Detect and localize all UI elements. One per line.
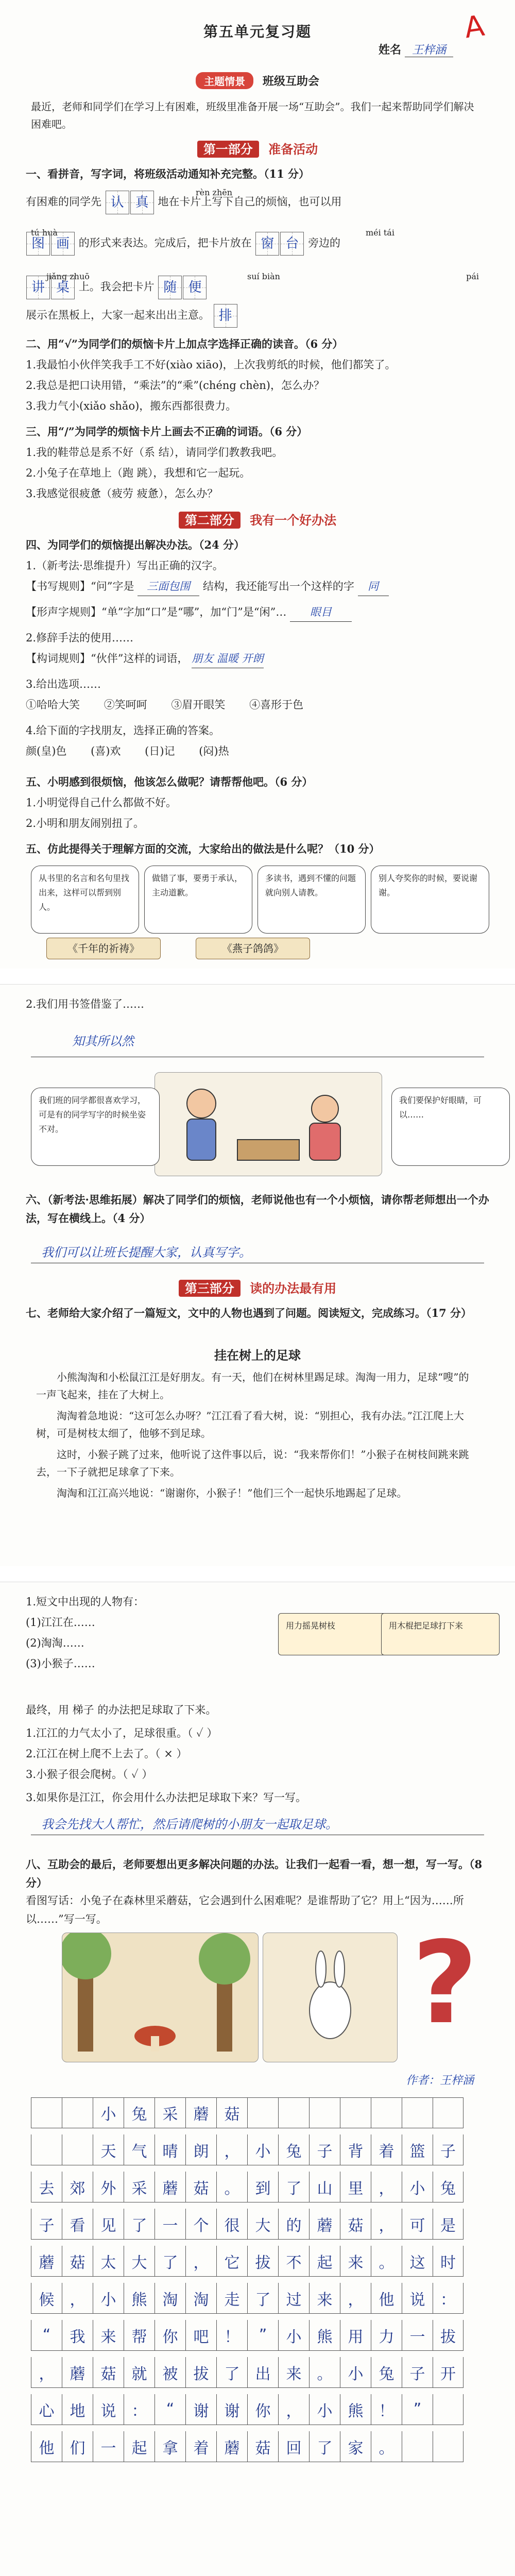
worksheet-page-1 — [0, 0, 515, 969]
grid-cell[interactable]: 一 — [93, 2431, 124, 2462]
grid-cell[interactable]: ， — [278, 2394, 309, 2425]
grid-cell[interactable]: 他 — [371, 2283, 402, 2314]
grid-cell[interactable]: 他 — [31, 2431, 62, 2462]
pair: 颜(皇)色 — [26, 745, 67, 757]
q1-line3-mid: 上。我会把卡片 — [78, 280, 154, 293]
q2-line: 3.我力气小(xiǎo shǎo)，搬东西都很费力。 — [26, 400, 237, 412]
grid-cell[interactable] — [62, 2134, 93, 2165]
student-name-area — [379, 41, 453, 57]
grid-cell[interactable]: 蘑 — [62, 2357, 93, 2388]
grid-cell[interactable]: 蘑 — [185, 2097, 216, 2128]
q6-answer-line: 2.我们用书签借鉴了…… — [26, 998, 145, 1010]
q1-title: 一、看拼音，写字词，将班级活动通知补充完整。（11 分） — [26, 167, 310, 180]
story-para: 这时，小猴子跳了过来，他听说了这件事以后，说：“我来帮你们！”小猴子在树枝间跳来跳去，一下子就把足球拿了下来。 — [36, 1448, 469, 1478]
grid-cell[interactable]: 。 — [371, 2431, 402, 2462]
grid-cell[interactable]: 菇 — [185, 2172, 216, 2202]
grid-cell[interactable]: 来 — [278, 2357, 309, 2388]
q4-sub2: 2.修辞手法的使用…… — [26, 632, 134, 644]
grid-cell[interactable] — [309, 2097, 340, 2128]
q4-sub4: 4.给下面的字找朋友，选择正确的答案。 — [26, 724, 220, 737]
part3-title: 读的办法最有用 — [250, 1281, 337, 1296]
grid-cell[interactable]: 子 — [309, 2134, 340, 2165]
essay-author: 作者：王梓涵 — [405, 2074, 474, 2087]
page-title: 第五单元复习题 — [203, 23, 312, 40]
grid-cell[interactable]: ， — [185, 2246, 216, 2277]
part2-label: 第二部分 — [179, 512, 241, 529]
q2-line: 2.我总是把口诀用错，“乘法”的“乘”(chéng chèn)，怎么办？ — [26, 379, 324, 392]
q9-prompt: 看图写话：小兔子在森林里采蘑菇，它会遇到什么困难呢？是谁帮助了它？用上“因为……所以……”写一写。 — [26, 1894, 464, 1925]
tian-cell[interactable] — [51, 276, 75, 299]
part2-header — [0, 510, 515, 528]
pinyin-4: jiǎng zhuō — [46, 272, 90, 281]
option[interactable]: ①哈哈大笑 — [26, 699, 80, 711]
q6-title: 五、仿此提得关于理解方面的交流，大家给出的做法是什么呢？（10 分） — [26, 842, 380, 855]
char: 随 — [163, 280, 177, 295]
grid-cell[interactable]: 兔 — [124, 2097, 154, 2128]
option[interactable]: ②笑呵呵 — [104, 699, 147, 711]
tian-cell[interactable] — [255, 232, 279, 256]
q4-sub3: 3.给出选项…… — [26, 678, 101, 690]
grid-cell[interactable]: 它 — [216, 2246, 247, 2277]
q1-line2-mid: 的形式来表达。完成后，把卡片放在 — [78, 236, 252, 249]
grid-cell[interactable]: 们 — [62, 2431, 93, 2462]
char: 画 — [56, 236, 70, 251]
q8-handwriting: 我会先找大人帮忙，然后请爬树的小朋友一起取足球。 — [41, 1817, 338, 1832]
grid-cell[interactable]: 拔 — [433, 2320, 464, 2351]
grid-cell[interactable] — [402, 2097, 433, 2128]
part2-title: 我有一个好办法 — [250, 513, 337, 528]
q1-line1-pre: 有困难的同学先 — [26, 195, 101, 208]
q8-answer: 2.江江在树上爬不上去了。（ × ） — [26, 1748, 187, 1760]
intro-paragraph: 最近，老师和同学们在学习上有困难，班级里准备开展一场“互助会”。我们一起来帮助同学们解决困难吧。 — [31, 100, 474, 130]
q4-fill1 — [26, 577, 489, 596]
pinyin-6: pái — [466, 272, 479, 281]
grid-cell[interactable]: 回 — [278, 2431, 309, 2462]
classroom-illustration — [154, 1072, 382, 1176]
option[interactable]: ③眉开眼笑 — [171, 699, 226, 711]
char: 窗 — [261, 236, 274, 251]
grid-cell[interactable]: 菇 — [62, 2246, 93, 2277]
tian-cell[interactable] — [183, 276, 207, 299]
grid-cell[interactable]: 淘 — [154, 2283, 185, 2314]
grid-cell[interactable]: 兔 — [433, 2172, 464, 2202]
grid-cell[interactable]: 淘 — [185, 2283, 216, 2314]
part1-label: 第一部分 — [197, 141, 259, 158]
grid-cell[interactable]: 天 — [93, 2134, 124, 2165]
grid-row — [31, 2134, 464, 2165]
q8-sub1: 1.短文中出现的人物有： — [26, 1596, 145, 1608]
grid-cell[interactable]: 这 — [402, 2246, 433, 2277]
grid-cell[interactable]: 起 — [309, 2246, 340, 2277]
grid-cell[interactable]: 朗 — [185, 2134, 216, 2165]
grid-cell[interactable]: 篮 — [402, 2134, 433, 2165]
q2-title: 二、用“√”为同学们的烦恼卡片上加点字选择正确的读音。（6 分） — [26, 337, 344, 350]
worksheet-page-2 — [0, 984, 515, 1567]
char: 便 — [188, 280, 202, 295]
grid-cell[interactable]: 了 — [278, 2172, 309, 2202]
char: 讲 — [31, 280, 45, 295]
grid-cell[interactable]: ！ — [216, 2320, 247, 2351]
page-gap — [0, 1566, 515, 1582]
grid-cell[interactable]: 就 — [124, 2357, 154, 2388]
grid-cell[interactable]: 了 — [309, 2431, 340, 2462]
grid-cell[interactable]: 来 — [340, 2246, 371, 2277]
grid-cell[interactable]: 心 — [31, 2394, 62, 2425]
grid-cell[interactable] — [433, 2394, 464, 2425]
grid-cell[interactable] — [31, 2097, 62, 2128]
grid-cell[interactable]: 一 — [402, 2320, 433, 2351]
q2-line: 1.我最怕小伙伴笑我手工不好(xiào xiāo)，上次我剪纸的时候，他们都笑了。 — [26, 359, 396, 371]
q8-title: 七、老师给大家介绍了一篇短文，文中的人物也遇到了问题。阅读短文，完成练习。（17 分） — [26, 1307, 472, 1319]
grid-cell[interactable]: ， — [216, 2134, 247, 2165]
grade-mark: A — [462, 9, 487, 45]
q8-opt: (1)江江在…… — [26, 1616, 95, 1629]
q4-options — [26, 696, 489, 714]
grid-cell[interactable]: 说 — [402, 2283, 433, 2314]
char: 图 — [31, 236, 45, 251]
fill1-answer[interactable]: 三面包围 — [138, 577, 199, 596]
q3-line: 2.小兔子在草地上（跑 跳），我想和它一起玩。 — [26, 467, 251, 479]
part3-header — [0, 1278, 515, 1296]
grid-cell[interactable]: ” — [402, 2394, 433, 2425]
book-scroll: 《燕子鸽鸽》 — [196, 938, 310, 959]
book-scroll: 《千年的祈祷》 — [46, 938, 161, 959]
grid-cell[interactable]: 大 — [247, 2209, 278, 2240]
q3-line: 3.我感觉很疲惫（疲劳 疲惫），怎么办？ — [26, 487, 218, 500]
option[interactable]: ④喜形于色 — [249, 699, 304, 711]
q8-answer: 1.江江的力气太小了，足球很重。（ ✓ ） — [26, 1727, 218, 1739]
q1-line2 — [26, 228, 489, 256]
grid-row — [31, 2209, 464, 2240]
theme-header — [0, 72, 515, 89]
pinyin-3: méi tái — [366, 228, 394, 238]
grid-cell[interactable] — [433, 2431, 464, 2462]
grid-cell[interactable]: 吧 — [185, 2320, 216, 2351]
grid-cell[interactable]: 谢 — [216, 2394, 247, 2425]
grid-cell[interactable]: 你 — [247, 2394, 278, 2425]
forest-svg-1 — [62, 1933, 258, 2062]
grid-cell[interactable]: 见 — [93, 2209, 124, 2240]
grid-cell[interactable]: 你 — [154, 2320, 185, 2351]
q4-fill3 — [26, 649, 489, 668]
tian-cell[interactable] — [130, 191, 154, 214]
story-title: 挂在树上的足球 — [214, 1348, 301, 1363]
student-name: 王梓涵 — [405, 44, 453, 57]
grid-cell[interactable]: ， — [62, 2283, 93, 2314]
grid-cell[interactable]: 小 — [247, 2134, 278, 2165]
grid-cell[interactable]: ， — [31, 2357, 62, 2388]
part1-header — [0, 139, 515, 157]
grid-cell[interactable]: 是 — [433, 2209, 464, 2240]
grid-cell[interactable]: 了 — [216, 2357, 247, 2388]
grid-cell[interactable]: 。 — [216, 2172, 247, 2202]
char: 桌 — [56, 280, 70, 295]
grid-cell[interactable]: 到 — [247, 2172, 278, 2202]
q1-line3-post: 展示在黑板上，大家一起来出出主意。 — [26, 309, 210, 321]
theme-title: 班级互助会 — [262, 75, 319, 88]
q7-intro: 六、（新考法·思维拓展）解决了同学们的烦恼，老师说他也有一个小烦恼，请你帮老师想出一个办法，写在横线上。（4 分） — [26, 1193, 489, 1225]
grid-cell[interactable]: 菇 — [216, 2097, 247, 2128]
q8-opt: (3)小猴子…… — [26, 1657, 95, 1670]
grid-cell[interactable]: 着 — [185, 2431, 216, 2462]
grid-cell[interactable]: 采 — [124, 2172, 154, 2202]
q1-line4 — [26, 304, 489, 328]
pinyin-1: rèn zhēn — [196, 188, 233, 197]
q1-line1-post: 地在卡片上写下自己的烦恼，也可以用 — [158, 195, 342, 208]
grid-cell[interactable]: ！ — [371, 2394, 402, 2425]
q4-sub1: 1.（新考法·思维提升）写出正确的汉字。 — [26, 560, 224, 572]
name-label: 姓名 — [378, 43, 401, 57]
grid-cell[interactable]: 着 — [371, 2134, 402, 2165]
pair: (闷)热 — [199, 745, 229, 757]
grid-cell[interactable]: 了 — [247, 2283, 278, 2314]
grid-cell[interactable]: 走 — [216, 2283, 247, 2314]
grid-row — [31, 2431, 464, 2462]
grid-row — [31, 2172, 464, 2202]
tian-cell[interactable] — [280, 232, 304, 256]
part1-title: 准备活动 — [268, 142, 318, 157]
teacher-bubble: 我们班的同学都很喜欢学习，可是有的同学写字的时候坐姿不对。 — [31, 1088, 160, 1166]
grid-cell[interactable]: ： — [124, 2394, 154, 2425]
grid-cell[interactable]: 晴 — [154, 2134, 185, 2165]
speech-bubble: 多读书，遇到不懂的问题就向别人请教。 — [258, 866, 366, 934]
grid-cell[interactable]: 小 — [93, 2283, 124, 2314]
grid-cell[interactable]: 被 — [154, 2357, 185, 2388]
grid-cell[interactable]: ” — [247, 2320, 278, 2351]
grid-cell[interactable]: 谢 — [185, 2394, 216, 2425]
grid-cell[interactable]: 很 — [216, 2209, 247, 2240]
grid-cell[interactable]: 菇 — [93, 2357, 124, 2388]
speech-bubble: 做错了事，要勇于承认，主动道歉。 — [144, 866, 252, 934]
fill2-answer[interactable]: 眼目 — [290, 603, 352, 622]
grid-cell[interactable]: 熊 — [340, 2394, 371, 2425]
grid-cell[interactable]: 小 — [340, 2357, 371, 2388]
grid-cell[interactable]: 熊 — [309, 2320, 340, 2351]
grid-cell[interactable]: 气 — [124, 2134, 154, 2165]
q5-line: 1.小明觉得自己什么都做不好。 — [26, 796, 177, 809]
tian-cell[interactable] — [51, 232, 75, 256]
grid-row — [31, 2357, 464, 2388]
grid-cell[interactable]: ， — [371, 2172, 402, 2202]
composition-grid — [31, 2097, 464, 2468]
q8-sub3: 3.如果你是江江，你会用什么办法把足球取下来？写一写。 — [26, 1791, 307, 1804]
grid-cell[interactable] — [340, 2097, 371, 2128]
q1-line2-post: 旁边的 — [308, 236, 341, 249]
fill1-pre: 【书写规则】“问”字是 — [26, 580, 134, 592]
tian-cell[interactable] — [26, 276, 50, 299]
grid-cell[interactable]: 子 — [402, 2357, 433, 2388]
grid-row — [31, 2394, 464, 2425]
grid-cell[interactable]: ： — [433, 2283, 464, 2314]
grid-cell[interactable]: 过 — [278, 2283, 309, 2314]
grid-cell[interactable]: 蘑 — [31, 2246, 62, 2277]
grid-cell[interactable]: 地 — [62, 2394, 93, 2425]
char: 排 — [218, 308, 232, 324]
forest-illustration-1 — [62, 1933, 259, 2062]
q3-title: 三、用“/”为同学的烦恼卡片上画去不正确的词语。（6 分） — [26, 425, 308, 438]
grid-cell[interactable]: 山 — [309, 2172, 340, 2202]
grid-cell[interactable]: 子 — [433, 2134, 464, 2165]
grid-cell[interactable]: 小 — [309, 2394, 340, 2425]
tian-cell[interactable] — [26, 232, 50, 256]
grid-cell[interactable]: ， — [340, 2283, 371, 2314]
grid-cell[interactable]: 不 — [278, 2246, 309, 2277]
page-gap — [0, 969, 515, 984]
grid-cell[interactable]: 的 — [278, 2209, 309, 2240]
grid-cell[interactable]: 蘑 — [154, 2172, 185, 2202]
grid-cell[interactable]: 拔 — [185, 2357, 216, 2388]
fill1-post: 结构，我还能写出一个这样的字 — [202, 580, 354, 592]
char: 台 — [285, 236, 299, 251]
grid-cell[interactable]: 拔 — [247, 2246, 278, 2277]
q8-opt: (2)淘淘…… — [26, 1637, 84, 1649]
grid-cell[interactable] — [402, 2431, 433, 2462]
pair: (喜)欢 — [91, 745, 121, 757]
fill2-text: 【形声字规则】“单”字加“口”是“哪”，加“门”是“闲”… — [26, 606, 287, 618]
grid-cell[interactable]: 里 — [340, 2172, 371, 2202]
grid-cell[interactable] — [433, 2097, 464, 2128]
q6-handwriting: 知其所以然 — [72, 1034, 134, 1048]
speech-bubble: 从书里的名言和名句里找出来，这样可以帮到别人。 — [31, 866, 139, 934]
grid-cell[interactable]: 说 — [93, 2394, 124, 2425]
grid-cell[interactable]: “ — [154, 2394, 185, 2425]
grid-cell[interactable]: 子 — [31, 2209, 62, 2240]
grid-cell[interactable]: 采 — [154, 2097, 185, 2128]
story-para: 淘淘和江江高兴地说：“谢谢你，小猴子！”他们三个一起快乐地踢起了足球。 — [57, 1487, 407, 1499]
grid-cell[interactable]: 一 — [154, 2209, 185, 2240]
grid-cell[interactable]: 。 — [309, 2357, 340, 2388]
grid-cell[interactable]: 看 — [62, 2209, 93, 2240]
story-para: 淘淘着急地说：“这可怎么办呀？”江江看了看大树，说：“别担心，我有办法。”江江爬上大树，可是树枝太细了，他够不到足球。 — [36, 1410, 464, 1439]
tian-cell[interactable] — [158, 276, 182, 299]
pinyin-2: tú huà — [31, 228, 58, 238]
fill3-text: 【构词规则】“伙伴”这样的词语， — [26, 652, 188, 665]
grid-cell[interactable] — [371, 2097, 402, 2128]
grid-cell[interactable]: 。 — [371, 2246, 402, 2277]
grid-cell[interactable]: 背 — [340, 2134, 371, 2165]
q4-title: 四、为同学们的烦恼提出解决办法。（24 分） — [26, 538, 245, 551]
tian-cell[interactable] — [106, 191, 129, 214]
grid-row — [31, 2283, 464, 2314]
speech-bubble: 别人夸奖你的时候，要说谢谢。 — [371, 866, 489, 934]
theme-badge: 主题情景 — [196, 72, 253, 89]
fill3-answer[interactable]: 朋友 温暖 开朗 — [192, 649, 263, 668]
rabbit-svg — [263, 1933, 397, 2062]
classroom-svg — [155, 1073, 382, 1176]
grid-cell[interactable] — [247, 2097, 278, 2128]
grid-cell[interactable]: 了 — [124, 2209, 154, 2240]
worksheet-page-3 — [0, 1582, 515, 2576]
grid-cell[interactable]: 小 — [93, 2097, 124, 2128]
grid-cell[interactable]: 来 — [93, 2320, 124, 2351]
grid-cell[interactable] — [31, 2134, 62, 2165]
char: 认 — [110, 195, 124, 210]
grid-cell[interactable]: 力 — [371, 2320, 402, 2351]
grid-cell[interactable]: 开 — [433, 2357, 464, 2388]
grid-cell[interactable]: 起 — [124, 2431, 154, 2462]
grid-cell[interactable]: ， — [371, 2209, 402, 2240]
grid-cell[interactable]: 用 — [340, 2320, 371, 2351]
grid-cell[interactable]: 蘑 — [309, 2209, 340, 2240]
grid-cell[interactable]: 帮 — [124, 2320, 154, 2351]
grid-cell[interactable]: 兔 — [278, 2134, 309, 2165]
sign-board: 用力摇晃树枝 — [278, 1613, 386, 1655]
grid-cell[interactable]: “ — [31, 2320, 62, 2351]
grid-cell[interactable]: 我 — [62, 2320, 93, 2351]
tian-cell[interactable] — [214, 304, 237, 328]
q8-answer: 3.小猴子很会爬树。（ ✓ ） — [26, 1768, 153, 1781]
grid-cell[interactable]: 拿 — [154, 2431, 185, 2462]
grid-cell[interactable]: 熊 — [124, 2283, 154, 2314]
grid-cell[interactable]: 菇 — [247, 2431, 278, 2462]
question-mark-icon: ? — [412, 1917, 478, 2049]
grid-cell[interactable]: 出 — [247, 2357, 278, 2388]
grid-cell[interactable]: 兔 — [371, 2357, 402, 2388]
grid-cell[interactable]: 去 — [31, 2172, 62, 2202]
forest-illustration-2 — [263, 1933, 398, 2062]
q5-line: 2.小明和朋友闹别扭了。 — [26, 817, 145, 829]
story-para: 小熊淘淘和小松鼠江江是好朋友。有一天，他们在树林里踢足球。淘淘一用力，足球“嗖”的一声飞起来，挂在了大树上。 — [36, 1371, 469, 1401]
grid-cell[interactable]: 候 — [31, 2283, 62, 2314]
grid-cell[interactable]: 蘑 — [216, 2431, 247, 2462]
grid-cell[interactable]: 太 — [93, 2246, 124, 2277]
pair: (日)记 — [145, 745, 175, 757]
grid-cell[interactable] — [62, 2097, 93, 2128]
grid-cell[interactable]: 外 — [93, 2172, 124, 2202]
grid-cell[interactable]: 家 — [340, 2431, 371, 2462]
pinyin-5: suí biàn — [247, 272, 280, 281]
grid-cell[interactable]: 郊 — [62, 2172, 93, 2202]
q8-sub2: 最终，用 梯子 的办法把足球取了下来。 — [26, 1704, 217, 1716]
q5-title: 五、小明感到很烦恼，他该怎么做呢？请帮帮他吧。（6 分） — [26, 775, 313, 788]
grid-cell[interactable]: 了 — [154, 2246, 185, 2277]
q1-line3 — [26, 272, 489, 299]
part3-label: 第三部分 — [179, 1280, 241, 1297]
student-bubble: 我们要保护好眼睛，可以…… — [391, 1088, 510, 1166]
grid-cell[interactable]: 来 — [309, 2283, 340, 2314]
fill1-answer2[interactable]: 同 — [358, 577, 389, 596]
grid-cell[interactable]: 时 — [433, 2246, 464, 2277]
q3-line: 1.我的鞋带总是系不好（系 结），请同学们教教我吧。 — [26, 446, 283, 459]
q4-pairs — [26, 742, 489, 760]
grid-row — [31, 2246, 464, 2277]
grid-cell[interactable]: 大 — [124, 2246, 154, 2277]
grid-cell[interactable]: 小 — [278, 2320, 309, 2351]
grid-cell[interactable]: 可 — [402, 2209, 433, 2240]
q7-answer: 我们可以让班长提醒大家，认真写字。 — [41, 1245, 251, 1260]
grid-cell[interactable]: 菇 — [340, 2209, 371, 2240]
q4-fill2 — [26, 603, 489, 622]
grid-row — [31, 2320, 464, 2351]
sign-board: 用木棍把足球打下来 — [381, 1613, 500, 1655]
char: 真 — [135, 195, 149, 210]
grid-cell[interactable]: 小 — [402, 2172, 433, 2202]
grid-cell[interactable] — [278, 2097, 309, 2128]
grid-cell[interactable]: 个 — [185, 2209, 216, 2240]
q1-line1 — [26, 188, 489, 214]
q9-title: 八、互助会的最后，老师要想出更多解决问题的办法。让我们一起看一看，想一想，写一写。（8 分） — [26, 1858, 483, 1889]
grid-row — [31, 2097, 464, 2128]
